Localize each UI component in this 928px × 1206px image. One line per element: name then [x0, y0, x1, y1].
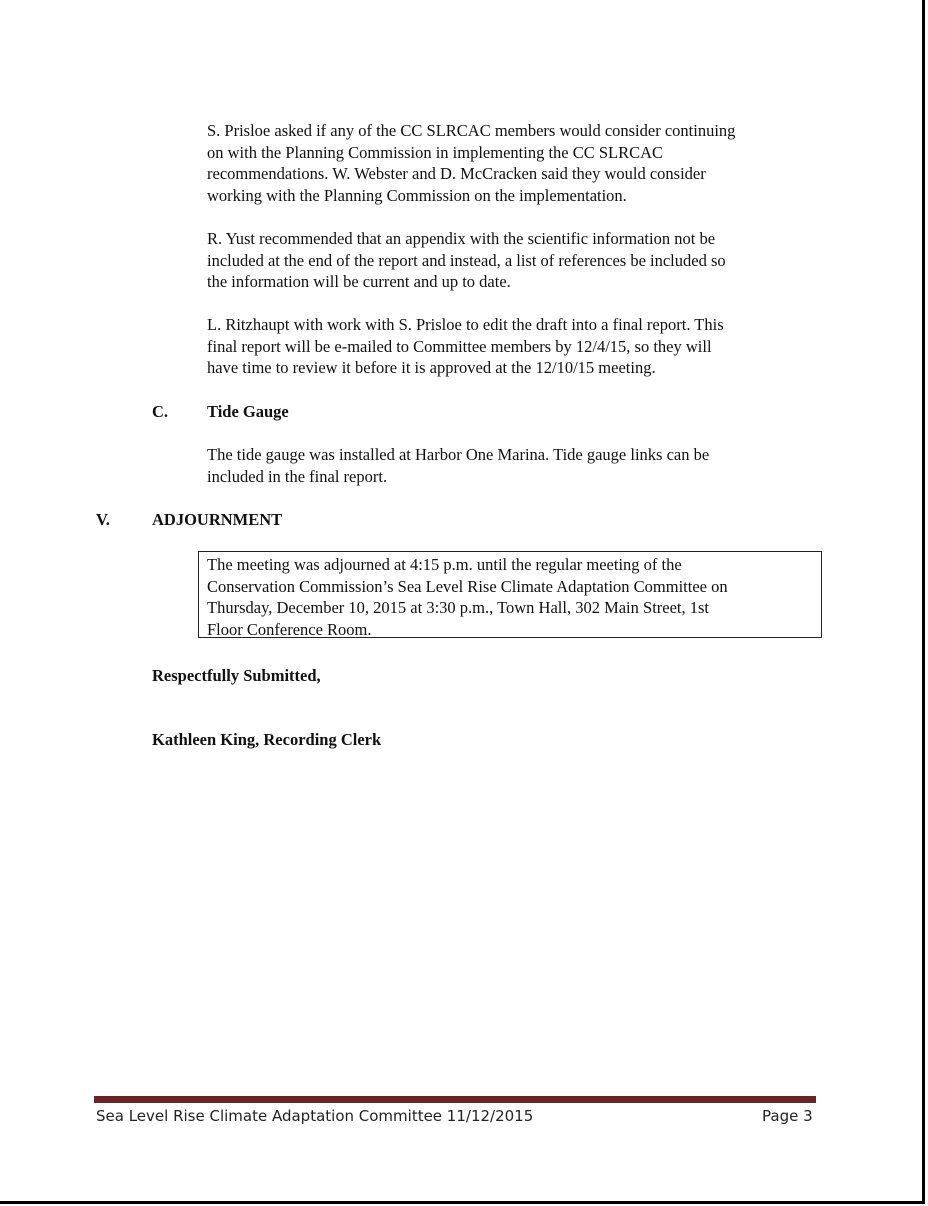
- section-v-numeral: V.: [96, 510, 110, 529]
- paragraph-prisloe-continuing: [207, 120, 807, 206]
- section-c-title: Tide Gauge: [207, 402, 289, 421]
- paragraph-tide-gauge: [207, 444, 807, 487]
- section-c-letter: C.: [152, 402, 169, 421]
- text-line: the information will be current and up to date.: [207, 272, 511, 291]
- section-v-title: ADJOURNMENT: [152, 510, 283, 529]
- text-line: included in the final report.: [207, 466, 388, 486]
- paragraph-ritzhaupt-report: [207, 314, 807, 379]
- text-line: included at the end of the report and instead, a list of references be included so: [207, 250, 726, 270]
- adjournment-box: [198, 551, 822, 638]
- footer-divider: [94, 1096, 816, 1103]
- text-line: Conservation Commission’s Sea Level Rise Climate Adaptation Committee on: [207, 576, 728, 596]
- footer-committee-date: Sea Level Rise Climate Adaptation Committee 11/12/2015: [96, 1107, 534, 1125]
- text-line: Floor Conference Room.: [207, 619, 372, 639]
- signer-text: Kathleen King, Recording Clerk: [152, 730, 382, 749]
- text-line: L. Ritzhaupt with work with S. Prisloe to edit the draft into a final report. This: [207, 315, 724, 334]
- page-number: Page 3: [762, 1107, 813, 1125]
- text-line: have time to review it before it is approved at the 12/10/15 meeting.: [207, 358, 656, 377]
- text-line: Thursday, December 10, 2015 at 3:30 p.m., Town Hall, 302 Main Street, 1st: [207, 598, 710, 617]
- text-line: S. Prisloe asked if any of the CC SLRCAC members would consider continuing: [207, 121, 736, 140]
- closing-text: Respectfully Submitted,: [152, 666, 321, 685]
- text-line: The tide gauge was installed at Harbor One Marina. Tide gauge links can be: [207, 445, 710, 464]
- text-line: The meeting was adjourned at 4:15 p.m. until the regular meeting of the: [207, 555, 682, 574]
- text-line: recommendations. W. Webster and D. McCracken said they would consider: [207, 164, 706, 183]
- text-line: R. Yust recommended that an appendix with the scientific information not be: [207, 229, 716, 248]
- text-line: on with the Planning Commission in implementing the CC SLRCAC: [207, 142, 664, 162]
- paragraph-yust-appendix: [207, 228, 807, 293]
- text-line: working with the Planning Commission on the implementation.: [207, 185, 627, 205]
- text-line: final report will be e-mailed to Committee members by 12/4/15, so they will: [207, 336, 712, 356]
